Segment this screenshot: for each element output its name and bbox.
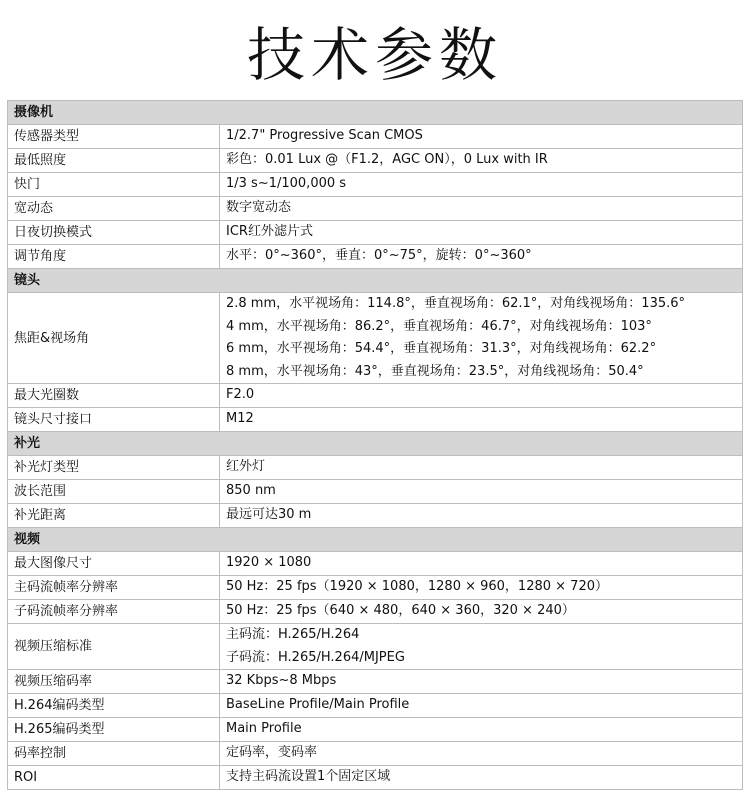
spec-row [8,480,743,504]
spec-value-line: 1/3 s~1/100,000 s [226,176,347,192]
spec-label: 码率控制 [8,742,220,766]
spec-row [8,293,743,384]
spec-value-line: 最远可达30 m [226,507,312,523]
spec-value-line: 1/2.7" Progressive Scan CMOS [226,128,423,144]
spec-label: 子码流帧率分辨率 [8,600,220,624]
spec-label: 日夜切换模式 [8,221,220,245]
spec-value-line: 定码率，变码率 [226,745,318,761]
section-header [8,432,743,456]
spec-row [8,408,743,432]
spec-value [220,173,743,197]
spec-row [8,742,743,766]
spec-label: 快门 [8,173,220,197]
spec-row [8,221,743,245]
section-header [8,101,743,125]
spec-label: 主码流帧率分辨率 [8,576,220,600]
spec-value [220,742,743,766]
spec-value-line: 8 mm，水平视场角：43°，垂直视场角：23.5°，对角线视场角：50.4° [226,363,644,379]
section-title: 补光 [8,432,743,456]
spec-label: 最大光圈数 [8,384,220,408]
spec-value [220,384,743,408]
spec-row [8,245,743,269]
spec-value [220,694,743,718]
spec-value-line: 红外灯 [226,459,266,475]
spec-value [220,624,743,670]
spec-value-line: 子码流：H.265/H.264/MJPEG [226,649,405,665]
spec-value-line: F2.0 [226,387,255,403]
spec-value-line: 2.8 mm，水平视场角：114.8°，垂直视场角：62.1°，对角线视场角：135.6° [226,296,686,311]
spec-value [220,552,743,576]
spec-value [220,480,743,504]
spec-value-line: 6 mm，水平视场角：54.4°，垂直视场角：31.3°，对角线视场角：62.2° [226,341,657,356]
spec-label: ROI [8,766,220,790]
spec-label: 最低照度 [8,149,220,173]
spec-value-line: 数字宽动态 [226,200,292,216]
spec-value [220,670,743,694]
spec-value-line: 32 Kbps~8 Mbps [226,673,337,689]
spec-value-line: 50 Hz：25 fps（1920 × 1080，1280 × 960，1280 × 720） [226,579,608,595]
spec-value-line: 1920 × 1080 [226,555,312,571]
spec-label: 视频压缩码率 [8,670,220,694]
spec-row [8,766,743,790]
spec-row [8,600,743,624]
spec-row [8,576,743,600]
spec-label: 镜头尺寸接口 [8,408,220,432]
spec-value [220,149,743,173]
spec-row [8,125,743,149]
spec-row [8,149,743,173]
spec-row [8,552,743,576]
spec-label: 焦距&视场角 [8,293,220,384]
spec-value [220,766,743,790]
spec-value [220,718,743,742]
spec-value-line: M12 [226,411,254,427]
spec-value [220,408,743,432]
section-title: 镜头 [8,269,743,293]
section-header [8,528,743,552]
spec-value-line: 850 nm [226,483,276,499]
page-title: 技术参数 [246,21,503,89]
spec-value [220,456,743,480]
spec-value [220,245,743,269]
spec-value [220,197,743,221]
spec-value [220,600,743,624]
spec-value [220,221,743,245]
spec-value-line: Main Profile [226,721,302,737]
spec-label: 补光距离 [8,504,220,528]
spec-label: 传感器类型 [8,125,220,149]
spec-row [8,694,743,718]
spec-label: 视频压缩标准 [8,624,220,670]
spec-value-line: 彩色：0.01 Lux @（F1.2，AGC ON），0 Lux with IR [226,152,548,168]
spec-row [8,456,743,480]
spec-value [220,293,743,384]
spec-value [220,504,743,528]
spec-value-line: 50 Hz：25 fps（640 × 480，640 × 360，320 × 240） [226,603,575,619]
spec-value-line: 水平：0°~360°，垂直：0°~75°，旋转：0°~360° [226,248,532,264]
spec-row [8,718,743,742]
spec-label: 波长范围 [8,480,220,504]
spec-value-line: 支持主码流设置1个固定区域 [226,769,391,785]
spec-value-line: BaseLine Profile/Main Profile [226,697,410,713]
spec-value [220,576,743,600]
spec-label: 调节角度 [8,245,220,269]
spec-table [7,100,743,790]
spec-value-line: 4 mm，水平视场角：86.2°，垂直视场角：46.7°，对角线视场角：103° [226,318,652,334]
spec-value [220,125,743,149]
spec-row [8,197,743,221]
spec-label: 最大图像尺寸 [8,552,220,576]
section-title: 摄像机 [8,101,743,125]
spec-value-line: 主码流：H.265/H.264 [226,627,360,642]
spec-label: 补光灯类型 [8,456,220,480]
section-title: 视频 [8,528,743,552]
spec-label: H.265编码类型 [8,718,220,742]
spec-row [8,504,743,528]
spec-row [8,670,743,694]
spec-row [8,173,743,197]
spec-label: H.264编码类型 [8,694,220,718]
spec-row [8,624,743,670]
spec-row [8,384,743,408]
spec-label: 宽动态 [8,197,220,221]
spec-value-line: ICR红外滤片式 [226,224,313,240]
section-header [8,269,743,293]
